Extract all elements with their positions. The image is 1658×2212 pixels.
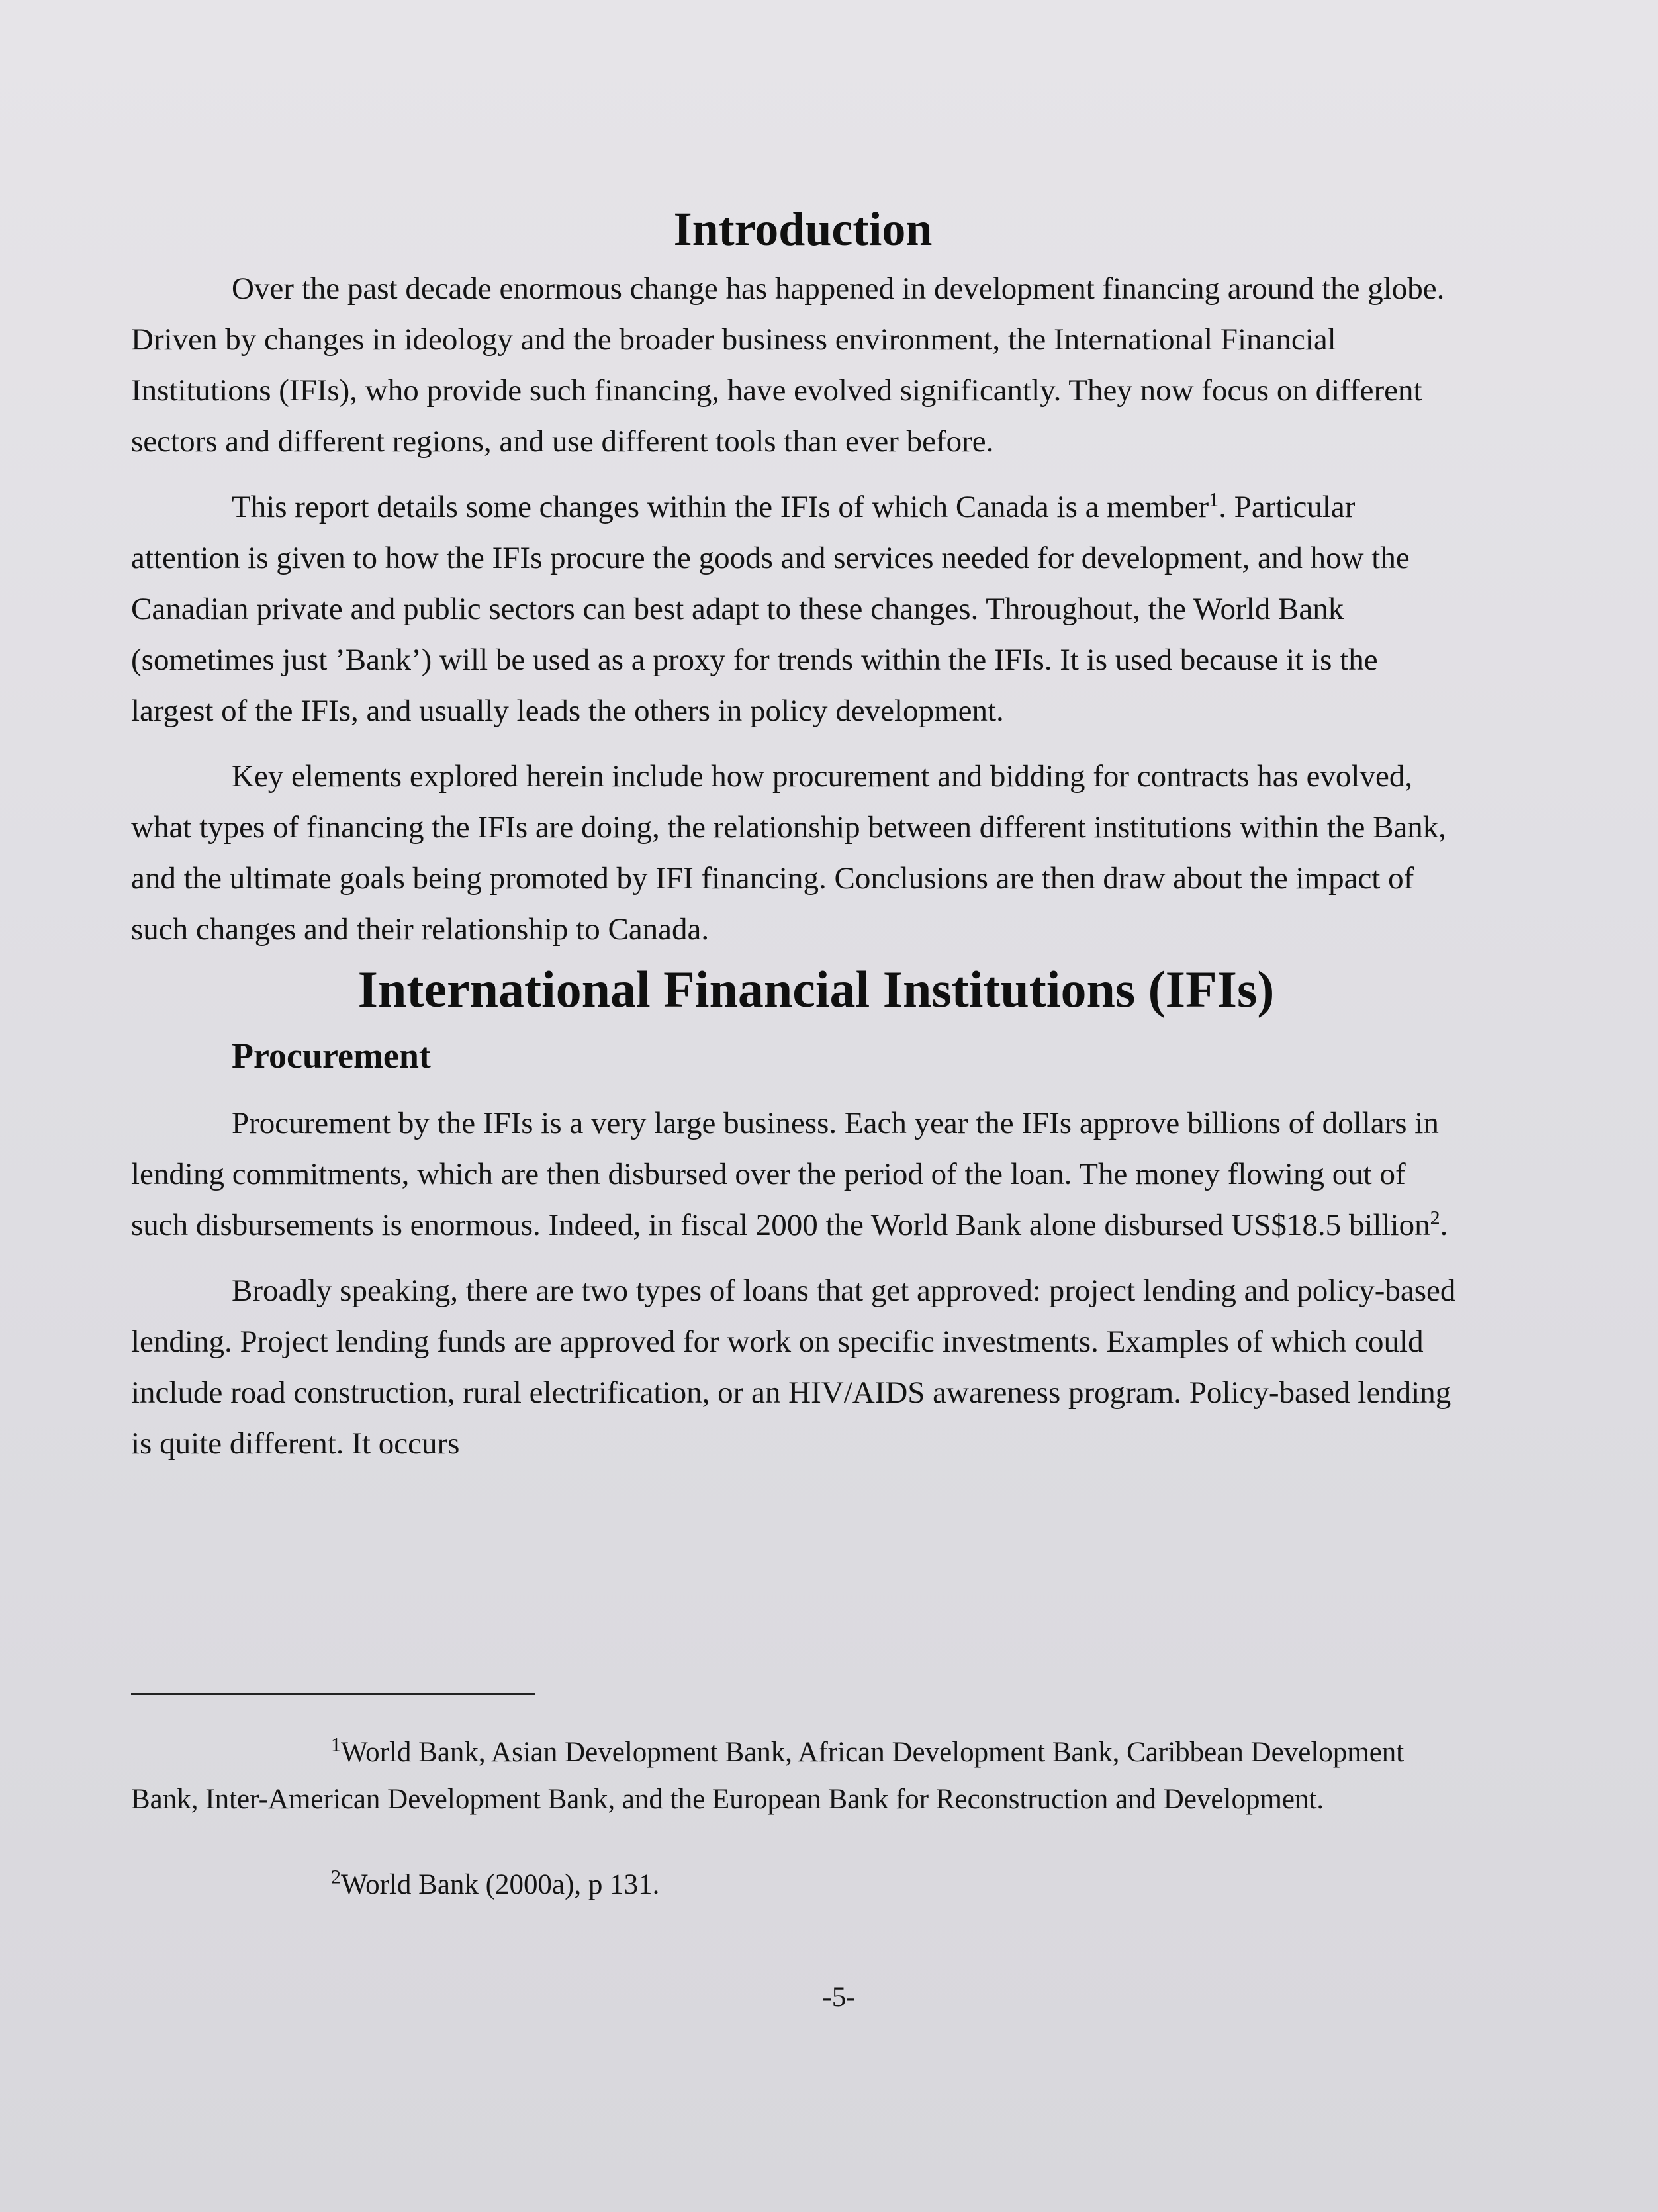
main-content <box>131 199 1461 1469</box>
procurement-paragraph-1-text: Procurement by the IFIs is a very large business. Each year the IFIs approve billions of dollars in lending commitments, which are then disbursed over the period of the loan. The money flowing out of such disbursements is enormous. Indeed, in fiscal 2000 the World Bank alone disbursed US$18.5 billion <box>131 1106 1439 1242</box>
footnote-ref-2[interactable]: 2 <box>1430 1207 1440 1229</box>
procurement-subheading: Procurement <box>232 1036 431 1076</box>
procurement-paragraph-1-text-cont: . <box>1440 1208 1448 1242</box>
footnote-2-text: World Bank (2000a), p 131. <box>341 1869 660 1900</box>
intro-paragraph-2 <box>131 482 1461 737</box>
footnote-separator <box>131 1693 535 1695</box>
footnote-1-marker: 1 <box>331 1733 341 1756</box>
intro-paragraph-1: Over the past decade enormous change has happened in development financing around the globe. Driven by changes in ideology and the broader business environment, the International Financial Institutions (IFIs), who provide such financing, have evolved significantly. They now focus on different sectors and different regions, and use different tools than ever before. <box>131 271 1445 459</box>
footnote-1 <box>131 1729 1461 1823</box>
introduction-heading: Introduction <box>673 203 933 255</box>
page-number: -5- <box>822 1982 856 2013</box>
footnote-2 <box>131 1861 1461 1908</box>
intro-paragraph-2-text-cont: . Particular attention is given to how the IFIs procure the goods and services needed for development, and how the Canadian private and public sectors can best adapt to these changes. Throughout, the World Bank (sometimes just ’Bank’) will be used as a proxy for trends within the IFIs. It is used because it is the largest of the IFIs, and usually leads the others in policy development. <box>131 490 1410 728</box>
intro-paragraph-3: Key elements explored herein include how procurement and bidding for contracts has evolved, what types of financing the IFIs are doing, the relationship between different institutions within the Bank, and the ultimate goals being promoted by IFI financing. Conclusions are then draw about the impact of such changes and their relationship to Canada. <box>131 759 1447 946</box>
footnote-1-text: World Bank, Asian Development Bank, African Development Bank, Caribbean Development Bank, Inter-American Development Bank, and the European Bank for Reconstruction and Development. <box>131 1737 1405 1815</box>
footnote-ref-1[interactable]: 1 <box>1209 488 1219 511</box>
footnotes <box>131 1729 1461 1908</box>
footnote-2-marker: 2 <box>331 1866 341 1888</box>
intro-paragraph-2-text: This report details some changes within the IFIs of which Canada is a member <box>232 490 1209 524</box>
procurement-paragraph-2: Broadly speaking, there are two types of loans that get approved: project lending and policy-based lending. Project lending funds are approved for work on specific investments. Examples of which could include road construction, rural electrification, or an HIV/AIDS awareness program. Policy-based lending is quite different. It occurs <box>131 1273 1456 1461</box>
ifi-section-heading: International Financial Institutions (IFIs) <box>357 960 1275 1018</box>
procurement-paragraph-1 <box>131 1098 1461 1251</box>
